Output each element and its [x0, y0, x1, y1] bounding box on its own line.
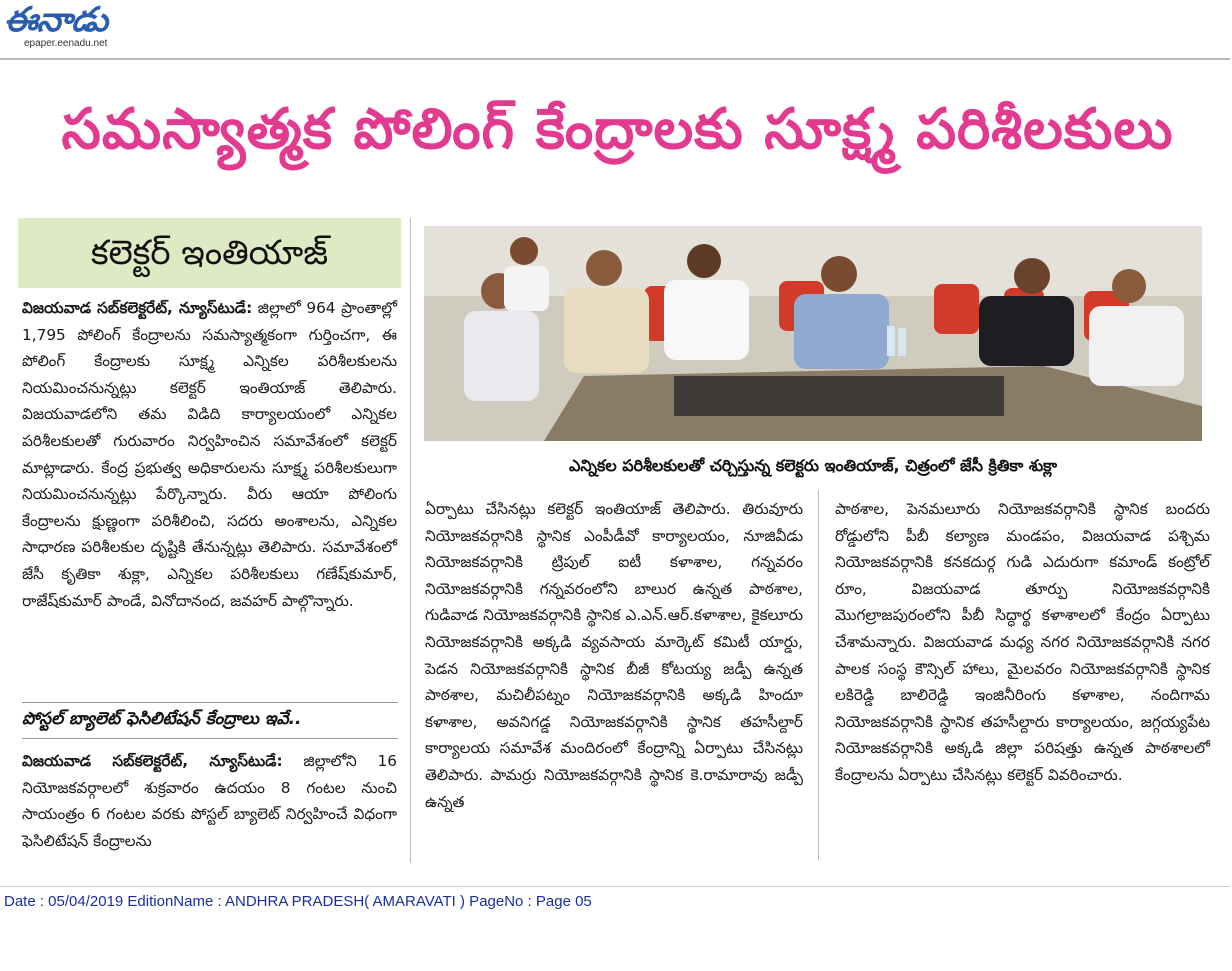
- article-column-3: [835, 496, 1210, 789]
- photo-caption: ఎన్నికల పరిశీలకులతో చర్చిస్తున్న కలెక్టరు ఇంతియాజ్, చిత్రంలో జేసీ క్రితికా శుక్లా: [568, 456, 1058, 475]
- column-3-text: పాఠశాల, పెనమలూరు నియోజకవర్గానికి స్థానిక బందరు రోడ్డులోని పీబీ కల్యాణ మండపం, విజయవాడ పశ్చిమ నియోజకవర్గానికి కనకదుర్గ గుడి ఎదురుగా కమాండ్ కంట్రోల్ రూం, విజయవాడ తూర్పు నియోజకవర్గానికి మొగల్రాజపురంలోని పీబీ సిద్ధార్థ కళాశాలలో కేంద్రం ఏర్పాటు చేశామన్నారు. విజయవాడ మధ్య నగర నియోజకవర్గానికి నగర పాలక సంస్థ కౌన్సిల్ హాలు, మైలవరం నియోజకవర్గానికి స్థానిక లకిరెడ్డి బాలిరెడ్డి ఇంజినీరింగు కళాశాల, నందిగామ నియోజకవర్గానికి స్థానిక తహసీల్దారు కార్యాలయం, జగ్గయ్యపేట నియోజకవర్గానికి అక్కడి జిల్లా పరిషత్తు ఉన్నత పాఠశాలలో కేంద్రాలను ఏర్పాటు చేసినట్లు కలెక్టర్ వివరించారు.: [835, 500, 1210, 784]
- column-1-text: జిల్లాలో 964 ప్రాంతాల్లో 1,795 పోలింగ్ కేంద్రాలను సమస్యాత్మకంగా గుర్తించగా, ఈ పోలింగ్ కేంద్రాలకు సూక్ష్మ ఎన్నికల పరిశీలకులను నియమించనున్నట్లు కలెక్టర్ ఇంతియాజ్ తెలిపారు. విజయవాడలోని తమ విడిది కార్యాలయంలో ఎన్నికల పరిశీలకులతో గురువారం నిర్వహించిన సమావేశంలో కలెక్టర్ మాట్లాడారు. కేంద్ర ప్రభుత్వ అధికారులను సూక్ష్మ పరిశీలకులుగా నియమించనున్నట్లు పేర్కొన్నారు. వీరు ఆయా పోలింగు కేంద్రాలను క్షుణ్ణంగా పరిశీలించి, సదరు అంశాలను, ఎన్నికల సాధారణ పరిశీలకుల దృష్టికి తేనున్నట్లు తెలిపారు. సమావేశంలో జేసీ కృతికా శుక్లా, ఎన్నికల పరిశీలకులు గణేష్‌కుమార్, రాజేష్‌కుమార్ పాండే, వినోదానంద, జవహర్ పాల్గొన్నారు.: [22, 299, 397, 610]
- eenadu-logo: [4, 2, 154, 52]
- article-column-2: [425, 496, 803, 815]
- meeting-photo: [424, 226, 1202, 441]
- byline: విజయవాడ సబ్‌కలెక్టరేట్, న్యూస్‌టుడే:: [22, 752, 283, 770]
- byline: విజయవాడ సబ్‌కలెక్టరేట్, న్యూస్‌టుడే:: [22, 299, 253, 317]
- article-headline: సమస్యాత్మక పోలింగ్ కేంద్రాలకు సూక్ష్మ పరిశీలకులు: [61, 97, 1174, 162]
- page-footer: Date : 05/04/2019 EditionName : ANDHRA PRADESH( AMARAVATI ) PageNo : Page 05: [4, 893, 592, 910]
- column-divider: [818, 490, 819, 860]
- postal-ballot-subheading: పోస్టల్ బ్యాలెట్ ఫెసిలిటేషన్ కేంద్రాలు ఇవే..: [22, 709, 302, 729]
- article-column-1b: [22, 748, 397, 854]
- article-column-1: [22, 295, 397, 614]
- logo-text: ఈనాడు: [4, 0, 108, 40]
- meeting-photo-illustration: [424, 226, 1202, 441]
- article-subhead: కలెక్టర్ ఇంతియాజ్: [18, 218, 401, 288]
- column-divider: [410, 218, 411, 863]
- column-1b-text: జిల్లాలోని 16 నియోజకవర్గాలలో శుక్రవారం ఉదయం 8 గంటల నుంచి సాయంత్రం 6 గంటల వరకు పోస్టల్ బ్యాలెట్ నిర్వహించే విధంగా ఫెసిలిటేషన్ కేంద్రాలను: [22, 752, 397, 850]
- logo-url: epaper.eenadu.net: [24, 38, 108, 49]
- column-2-text: ఏర్పాటు చేసినట్లు కలెక్టర్ ఇంతియాజ్ తెలిపారు. తిరువూరు నియోజకవర్గానికి స్థానిక ఎంపీడీవో కార్యాలయం, నూజివీడు నియోజకవర్గానికి ట్రిపుల్ ఐటీ కళాశాల, గన్నవరం నియోజకవర్గానికి గన్నవరంలోని బాలుర ఉన్నత పాఠశాల, గుడివాడ నియోజకవర్గానికి స్థానిక ఎ.ఎన్.ఆర్.కళాశాల, కైకలూరు నియోజకవర్గానికి అక్కడి వ్యవసాయ మార్కెట్ కమిటీ యార్డు, పెడన నియోజకవర్గానికి స్థానిక బీజీ కోటయ్య జడ్పీ ఉన్నత పాఠశాల, మచిలీపట్నం నియోజకవర్గానికి అక్కడి హిందూ కళాశాల, అవనిగడ్డ నియోజకవర్గానికి స్థానిక తహసీల్దార్ కార్యాలయ సమావేశ మందిరంలో కేంద్రాన్ని ఏర్పాటు చేసినట్లు తెలిపారు. పామర్రు నియోజకవర్గానికి స్థానిక కె.రామారావు జడ్పీ ఉన్నత: [425, 500, 803, 811]
- divider: [22, 738, 398, 739]
